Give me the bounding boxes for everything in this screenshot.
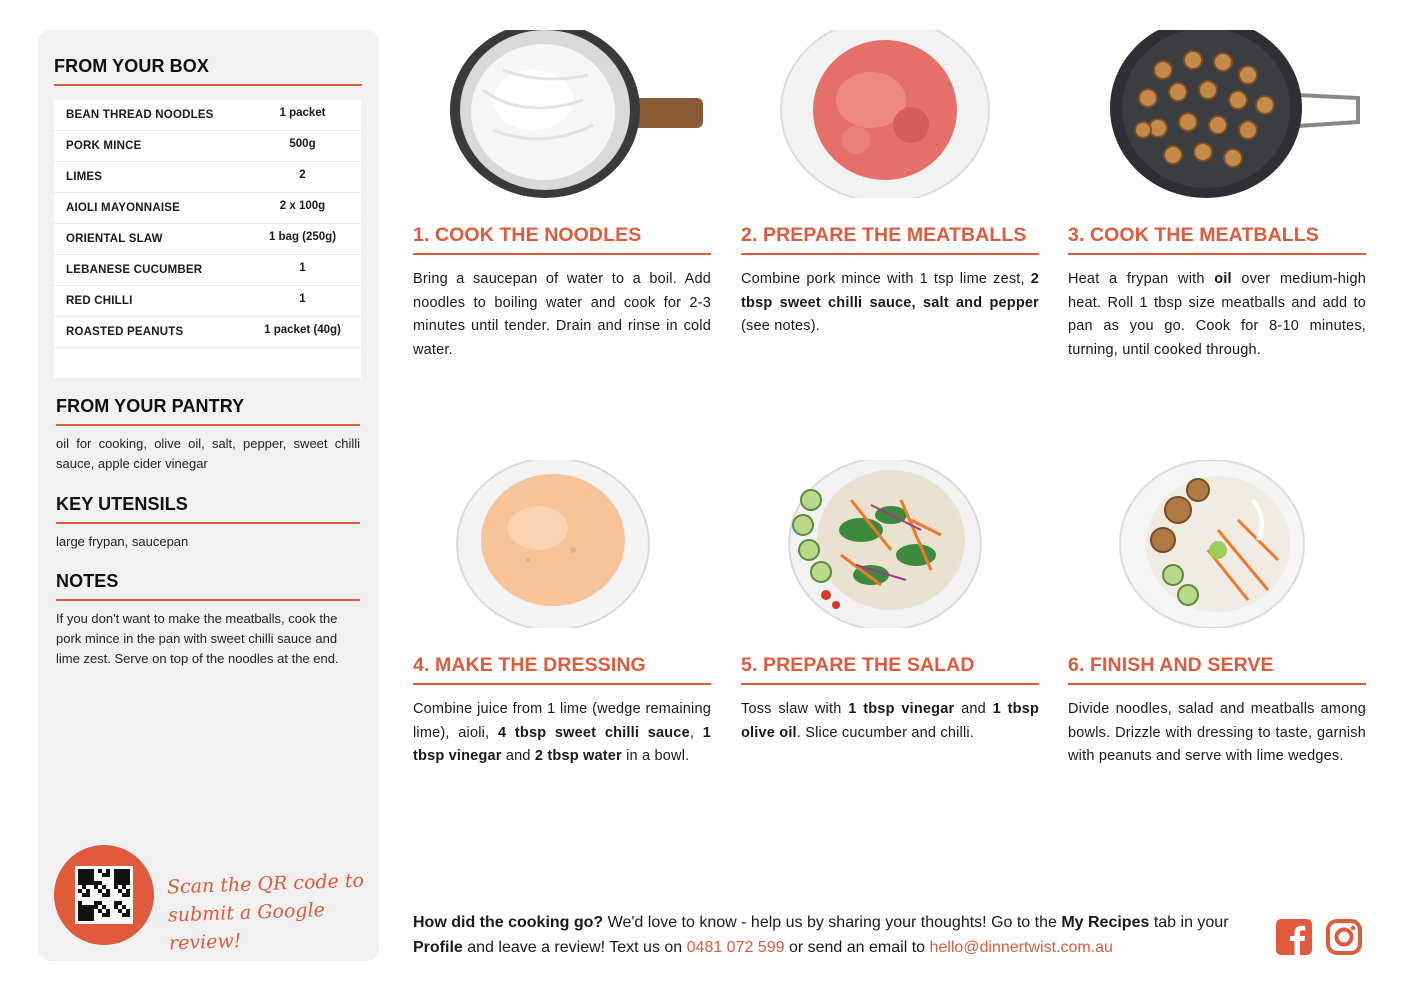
pantry-section (56, 396, 360, 474)
step-text-run: and (954, 701, 993, 717)
divider (56, 599, 360, 601)
qr-caption-line: submit a Google review! (167, 899, 326, 955)
step-text-bold: 2 tbsp water (534, 748, 622, 764)
from-your-box-section (54, 56, 362, 378)
step-text-run: Bring a saucepan of water to a boil. Add noodles to boiling water and cook for 2-3 minutes until tender. Drain and rinse in cold water. (413, 271, 711, 358)
phone-link[interactable]: 0481 072 599 (686, 939, 785, 956)
noodles-strainer-photo (413, 30, 711, 198)
ingredient-name: LIMES (66, 171, 103, 183)
step-text-run: (see notes). (741, 318, 820, 334)
step-text-bold: oil (1214, 271, 1232, 287)
step-text-run: , (689, 724, 703, 741)
divider (56, 424, 360, 426)
divider (741, 253, 1039, 255)
profile-link[interactable]: Profile (413, 939, 463, 956)
step-5 (741, 654, 1039, 745)
divider (1068, 683, 1366, 685)
ingredient-name: LEBANESE CUCUMBER (66, 264, 203, 276)
step-title: 3. COOK THE MEATBALLS (1068, 224, 1319, 246)
footer-text: or send an email to (784, 939, 930, 956)
qr-caption-line: Scan the QR code to (166, 869, 365, 899)
ingredient-name: ROASTED PEANUTS (66, 326, 184, 338)
ingredient-name: BEAN THREAD NOODLES (66, 109, 214, 121)
step-text-run: in a bowl. (621, 748, 690, 764)
notes-text: If you don't want to make the meatballs, cook the pork mince in the pan with sweet chilli sauce and lime zest. Serve on top of the noodles at the end. (56, 611, 339, 666)
ingredient-row (54, 286, 361, 317)
ingredient-qty: 1 packet (279, 107, 326, 119)
footer-question: How did the cooking go? (413, 914, 604, 931)
step-text-bold: 4 tbsp sweet chilli sauce (497, 724, 690, 741)
ingredient-qty: 1 (299, 293, 306, 305)
qr-badge[interactable] (54, 845, 154, 945)
step-text-run: Divide noodles, salad and meatballs among bowls. Drizzle with dressing to taste, garnish with peanuts and serve with lime wedges. (1068, 701, 1366, 764)
step-text (741, 698, 1039, 745)
step-text (1068, 698, 1366, 769)
step-text-bold: 1 tbsp olive oil (741, 701, 1040, 741)
step-4 (413, 654, 711, 769)
ingredient-qty: 1 (299, 262, 306, 274)
ingredient-qty: 2 (299, 169, 306, 181)
step-text-run: Combine pork mince with 1 tsp lime zest, (741, 271, 1031, 287)
step-3 (1068, 224, 1366, 362)
ingredient-row (54, 224, 361, 255)
pantry-text: oil for cooking, olive oil, salt, pepper, sweet chilli sauce, apple cider vinegar (56, 436, 360, 471)
step-text-bold: 2 tbsp sweet chilli sauce, salt and pepper (741, 271, 1039, 311)
ingredient-name: RED CHILLI (66, 295, 133, 307)
qr-code-pattern (78, 869, 130, 921)
utensils-text: large frypan, saucepan (56, 534, 189, 549)
my-recipes-link[interactable]: My Recipes (1061, 914, 1150, 931)
qr-module (126, 917, 130, 921)
ingredients-table (54, 100, 361, 378)
step-text-run: over medium-high heat. Roll 1 tbsp size meatballs and add to pan as you go. Cook for 8-10 minutes, turning, until cooked through. (1068, 271, 1366, 358)
pantry-title: FROM YOUR PANTRY (56, 396, 245, 416)
step-text-bold: 1 tbsp vinegar (413, 724, 711, 764)
feedback-footer (413, 910, 1263, 960)
finished-dish-photo (1068, 460, 1366, 628)
step-text-run: . Slice cucumber and chilli. (796, 724, 975, 741)
utensils-section (56, 494, 360, 552)
instagram-icon[interactable] (1326, 919, 1362, 955)
qr-code[interactable] (75, 866, 133, 924)
divider (56, 522, 360, 524)
ingredient-qty: 500g (289, 138, 316, 150)
step-title: 6. FINISH AND SERVE (1068, 654, 1274, 676)
facebook-icon[interactable] (1276, 919, 1312, 955)
from-your-box-title: FROM YOUR BOX (54, 56, 209, 76)
ingredient-row (54, 193, 361, 224)
step-text-run: Heat a frypan with (1068, 271, 1215, 287)
step-2 (741, 224, 1039, 339)
sidebar (38, 30, 379, 961)
ingredient-row (54, 317, 361, 348)
footer-text: tab in your (1149, 914, 1229, 931)
footer-text: We'd love to know - help us by sharing your thoughts! Go to the (603, 914, 1062, 931)
divider (54, 84, 362, 86)
ingredient-row (54, 100, 361, 131)
divider (413, 683, 711, 685)
utensils-title: KEY UTENSILS (56, 494, 188, 514)
step-text (1068, 268, 1366, 362)
ingredient-qty: 1 packet (40g) (264, 324, 341, 336)
step-text-run: and (501, 748, 535, 764)
divider (1068, 253, 1366, 255)
step-text (413, 268, 711, 362)
step-text-run: Toss slaw with (741, 701, 849, 717)
ingredient-name: ORIENTAL SLAW (66, 233, 163, 245)
footer-text: and leave a review! Text us on (462, 939, 687, 956)
ingredient-row (54, 162, 361, 193)
email-link[interactable]: hello@dinnertwist.com.au (929, 939, 1113, 956)
ingredient-name: PORK MINCE (66, 140, 142, 152)
step-6 (1068, 654, 1366, 769)
divider (413, 253, 711, 255)
step-title: 1. COOK THE NOODLES (413, 224, 642, 246)
step-text (741, 268, 1039, 339)
divider (741, 683, 1039, 685)
pork-mince-bowl-photo (741, 30, 1039, 198)
ingredient-qty: 1 bag (250g) (268, 231, 337, 243)
ingredient-row (54, 131, 361, 162)
salad-bowl-photo (741, 460, 1039, 628)
notes-title: NOTES (56, 571, 119, 591)
dressing-bowl-photo (413, 460, 711, 628)
step-text (413, 698, 711, 769)
meatballs-frypan-photo (1068, 30, 1366, 198)
step-title: 2. PREPARE THE MEATBALLS (741, 224, 1027, 246)
step-1 (413, 224, 711, 362)
step-text-run: Combine juice from 1 lime (wedge remaining lime), aioli, (413, 701, 711, 741)
ingredient-row (54, 255, 361, 286)
step-text-bold: 1 tbsp vinegar (848, 701, 955, 717)
qr-caption (167, 867, 370, 958)
ingredient-qty: 2 x 100g (279, 200, 326, 212)
step-title: 4. MAKE THE DRESSING (413, 654, 646, 676)
ingredient-name: AIOLI MAYONNAISE (66, 202, 180, 214)
step-title: 5. PREPARE THE SALAD (741, 654, 975, 676)
notes-section (56, 571, 360, 669)
